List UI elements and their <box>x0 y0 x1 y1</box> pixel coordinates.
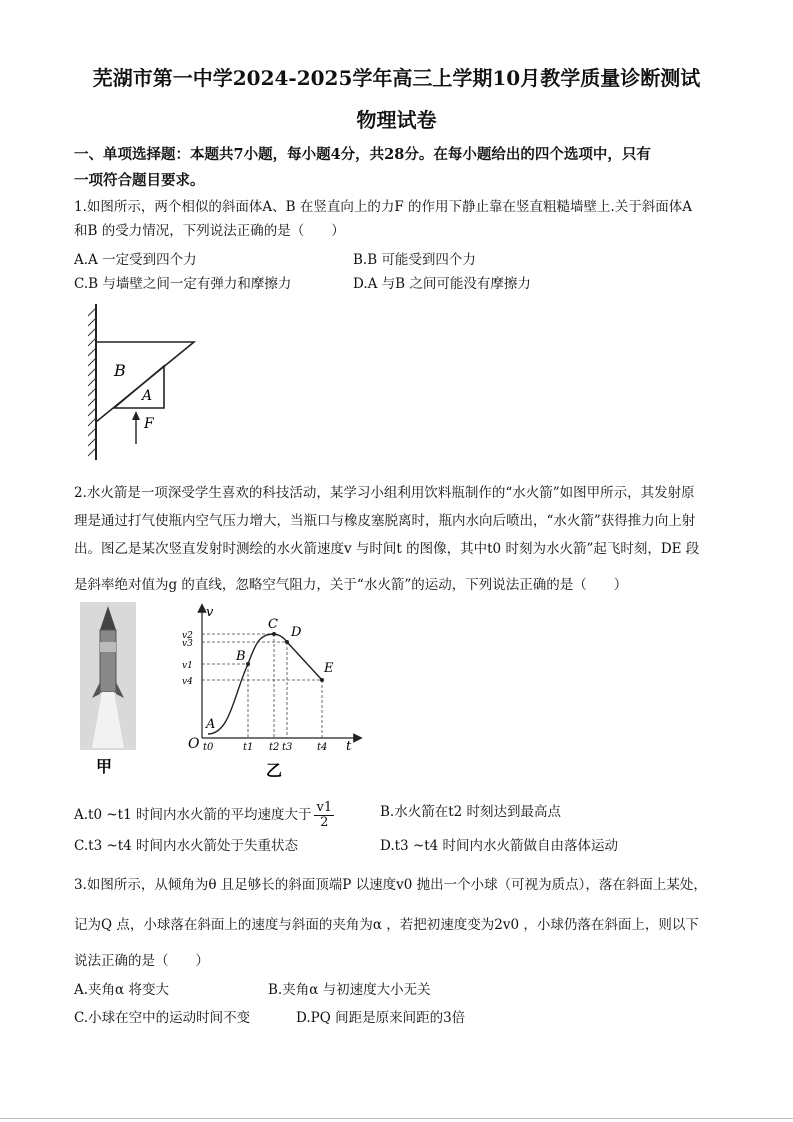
page-bottom-rule <box>0 1118 793 1119</box>
q1-stem-line2: 和B 的受力情况，下列说法正确的是（ ） <box>74 223 345 239</box>
q1-option-b: B.B 可能受到四个力 <box>353 252 476 268</box>
x-tick-t2: t2 <box>269 742 280 753</box>
q2-option-a <box>74 800 334 830</box>
q3-option-b: B.夹角α 与初速度大小无关 <box>268 982 431 998</box>
point-label-B: B <box>236 649 246 664</box>
x-tick-t3: t3 <box>282 742 293 753</box>
q3-option-d: D.PQ 间距是原来间距的3倍 <box>296 1010 466 1026</box>
q1-option-a: A.A 一定受到四个力 <box>74 252 197 268</box>
page-title: 芜湖市第一中学2024-2025学年高三上学期10月教学质量诊断测试 <box>92 66 701 90</box>
y-tick-v2: v2 <box>182 631 193 641</box>
vt-graph <box>176 602 366 780</box>
q2-stem-line4: 是斜率绝对值为g 的直线，忽略空气阻力，关于“水火箭”的运动，下列说法正确的是（ ） <box>74 577 628 593</box>
q3-option-c: C.小球在空中的运动时间不变 <box>74 1010 251 1026</box>
y-tick-v3: v3 <box>182 639 193 649</box>
y-tick-v1: v1 <box>182 661 193 671</box>
q3-option-a: A.夹角α 将变大 <box>74 982 169 998</box>
fraction-denominator: 2 <box>320 815 329 830</box>
x-axis-label: t <box>346 739 352 754</box>
label-yi: 乙 <box>266 761 283 780</box>
q1-option-d: D.A 与B 之间可能没有摩擦力 <box>353 276 531 292</box>
q2-option-d: D.t3 ~t4 时间内水火箭做自由落体运动 <box>380 838 619 854</box>
point-label-C: C <box>268 617 278 632</box>
point-E <box>320 678 324 682</box>
rocket-body <box>100 630 116 692</box>
x-tick-t1: t1 <box>243 742 254 753</box>
water-rocket-photo <box>80 602 136 774</box>
label-b: B <box>114 361 126 380</box>
velocity-curve <box>208 634 322 734</box>
q2-stem-line3: 出。图乙是某次竖直发射时测绘的水火箭速度v 与时间t 的图像，其中t0 时刻为水火箭”起飞时刻，DE 段 <box>74 541 700 557</box>
q2-option-c: C.t3 ~t4 时间内水火箭处于失重状态 <box>74 838 299 854</box>
section-heading-line2: 一项符合题目要求。 <box>74 172 205 189</box>
q2-stem-line1: 2.水火箭是一项深受学生喜欢的科技活动，某学习小组利用饮料瓶制作的“水火箭”如图甲所示，其发射原 <box>74 485 695 501</box>
point-label-E: E <box>324 661 334 676</box>
q3-stem-line3: 说法正确的是（ ） <box>74 953 209 969</box>
wall-hatching <box>88 308 96 456</box>
y-tick-v4: v4 <box>182 677 193 687</box>
q2-option-b: B.水火箭在t2 时刻达到最高点 <box>380 804 562 820</box>
q3-stem-line2: 记为Q 点，小球落在斜面上的速度与斜面的夹角为α ，若把初速度变为2v0 ，小球仍落在斜面上，则以下 <box>74 917 699 933</box>
q1-option-c: C.B 与墙壁之间一定有弹力和摩擦力 <box>74 276 292 292</box>
force-arrow-head <box>132 411 140 420</box>
point-B <box>246 662 250 666</box>
graph-ticks <box>182 631 327 753</box>
point-C <box>272 632 276 636</box>
point-D <box>285 640 289 644</box>
q2-option-a-text: A.t0 ~t1 时间内水火箭的平均速度大于 <box>74 807 312 823</box>
q1-wedge-figure <box>78 300 208 465</box>
rocket-band <box>100 642 116 652</box>
guide-lines <box>202 634 322 738</box>
label-jia: 甲 <box>96 757 113 774</box>
page-subtitle: 物理试卷 <box>356 108 437 132</box>
x-tick-t4: t4 <box>317 742 328 753</box>
section-heading-line1: 一、单项选择题：本题共7小题，每小题4分，共28分。在每小题给出的四个选项中，只有 <box>74 146 651 163</box>
origin-label: O <box>188 736 200 752</box>
label-f: F <box>144 416 154 432</box>
q3-stem-line1: 3.如图所示，从倾角为θ 且足够长的斜面顶端P 以速度v0 抛出一个小球（可视为质点），落在斜面上某处， <box>74 877 707 893</box>
y-axis-label: v <box>206 605 214 620</box>
q1-stem-line1: 1.如图所示，两个相似的斜面体A、B 在竖直向上的力F 的作用下静止靠在竖直粗糙墙壁上.关于斜面体A <box>74 199 693 215</box>
point-label-A: A <box>206 717 216 732</box>
point-label-D: D <box>291 625 302 640</box>
label-a: A <box>142 388 153 404</box>
x-tick-t0: t0 <box>203 742 214 753</box>
fraction-v1-over-2 <box>314 801 334 830</box>
q2-stem-line2: 理是通过打气使瓶内空气压力增大，当瓶口与橡皮塞脱离时，瓶内水向后喷出，“水火箭”获得推力向上射 <box>74 513 696 529</box>
fraction-numerator: v1 <box>316 800 333 815</box>
